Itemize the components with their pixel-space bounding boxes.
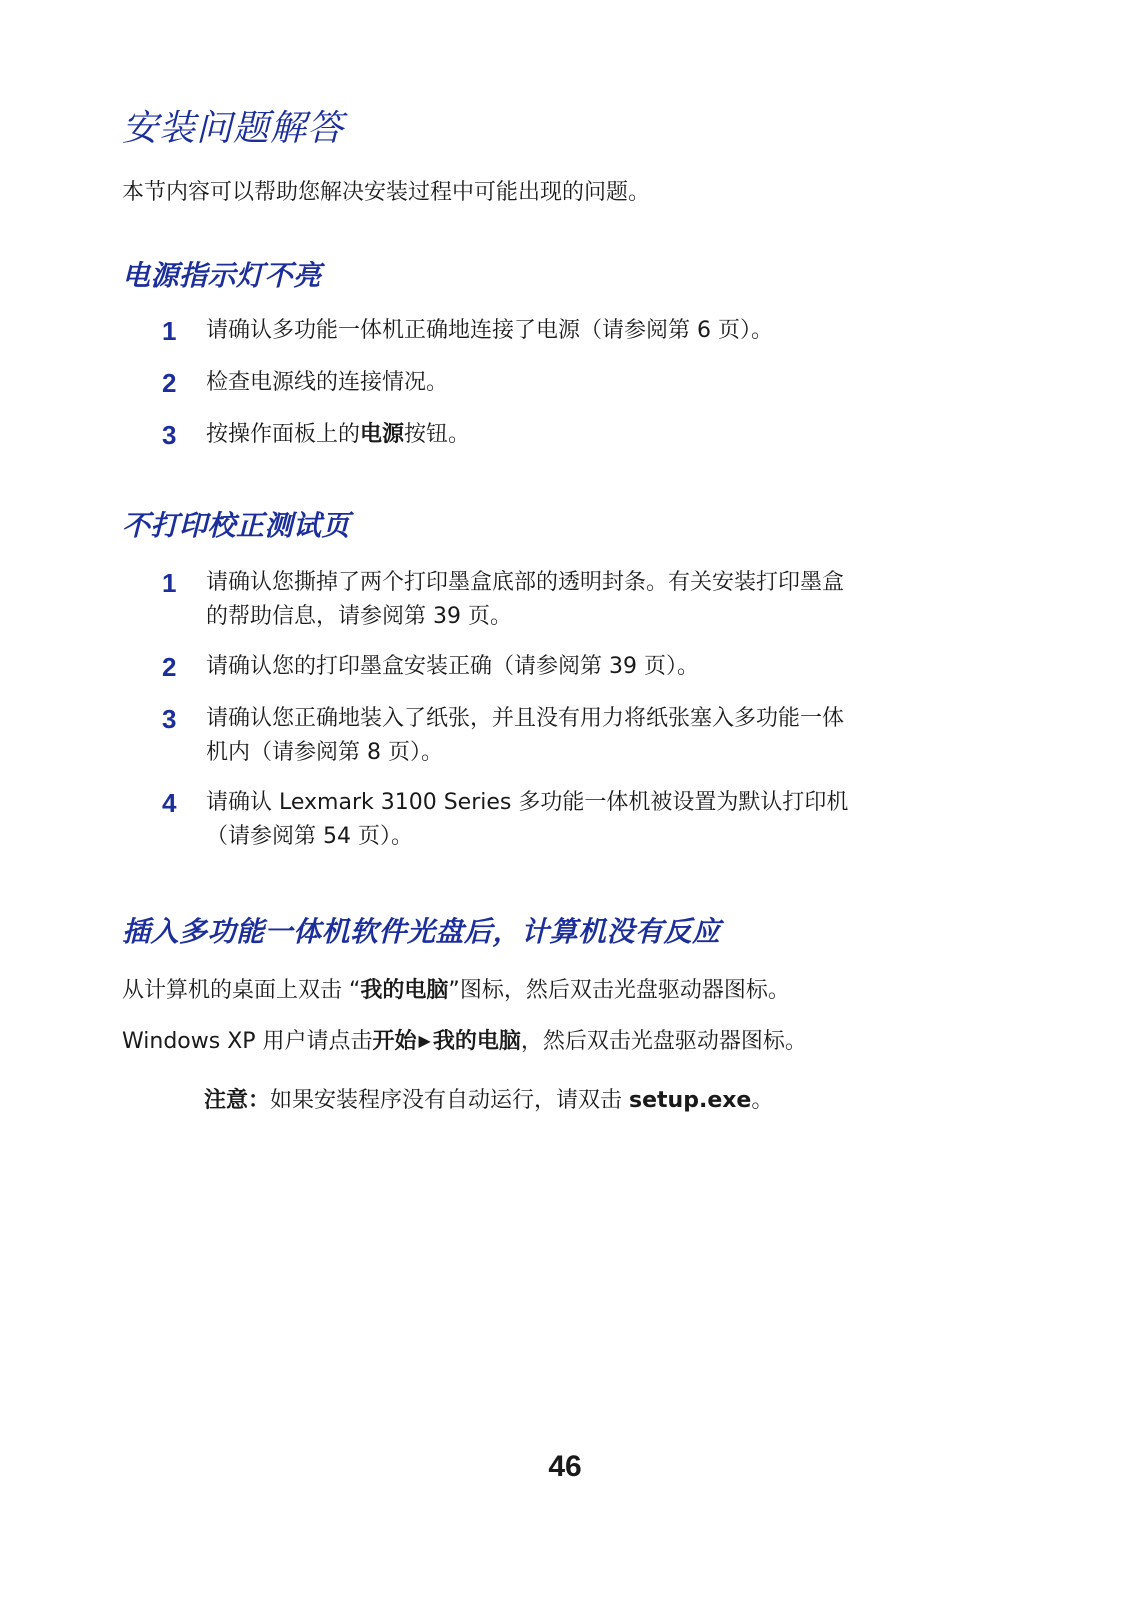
list-item	[122, 566, 982, 650]
right-triangle-icon: ▶	[418, 1031, 431, 1050]
list-item	[122, 366, 982, 418]
note-text	[204, 1084, 773, 1118]
setup-exe-label: setup.exe	[629, 1088, 752, 1113]
note-end: 。	[751, 1088, 774, 1113]
section-heading-cd-no-response: 插入多功能一体机软件光盘后，计算机没有反应	[122, 915, 721, 948]
intro-text: 本节内容可以帮助您解决安装过程中可能出现的问题。	[122, 180, 651, 205]
step-number: 1	[162, 568, 177, 598]
step-line: 请确认 Lexmark 3100 Series 多功能一体机被设置为默认打印机	[206, 790, 849, 815]
step-line: 的帮助信息，请参阅第 39 页。	[206, 604, 512, 629]
windows-xp-instruction-text	[122, 1024, 807, 1059]
list-item	[122, 314, 982, 366]
step-number: 1	[162, 316, 177, 346]
step-text: 检查电源线的连接情况。	[206, 370, 449, 395]
step-text-post: 按钮。	[404, 422, 471, 447]
list-item	[122, 418, 982, 470]
my-computer-label: 我的电脑	[432, 1029, 521, 1054]
power-light-steps	[122, 314, 982, 470]
list-item	[122, 786, 982, 870]
step-number: 2	[162, 652, 177, 682]
page-title: 安装问题解答	[122, 108, 345, 149]
step-number: 3	[162, 420, 177, 450]
note-label: 注意：	[204, 1088, 271, 1113]
step-line: 请确认您撕掉了两个打印墨盒底部的透明封条。有关安装打印墨盒	[206, 570, 845, 595]
list-item	[122, 702, 982, 786]
power-button-label: 电源	[360, 422, 405, 447]
cd-instruction-text	[122, 974, 790, 1008]
alignment-page-steps	[122, 566, 982, 870]
step-text-pre: 按操作面板上的	[206, 422, 361, 447]
para-text: 从计算机的桌面上双击 “	[122, 978, 361, 1003]
step-line: 请确认您的打印墨盒安装正确（请参阅第 39 页）。	[206, 654, 699, 679]
step-line: （请参阅第 54 页）。	[206, 824, 413, 849]
my-computer-label: 我的电脑	[360, 978, 449, 1003]
step-number: 2	[162, 368, 177, 398]
page-number: 46	[548, 1450, 582, 1483]
step-line: 请确认您正确地装入了纸张，并且没有用力将纸张塞入多功能一体	[206, 706, 845, 731]
section-heading-alignment-page: 不打印校正测试页	[122, 509, 351, 542]
start-menu-label: 开始	[372, 1029, 417, 1054]
step-number: 4	[162, 788, 177, 818]
step-number: 3	[162, 704, 177, 734]
step-text: 请确认多功能一体机正确地连接了电源（请参阅第 6 页）。	[206, 318, 773, 343]
step-line: 机内（请参阅第 8 页）。	[206, 740, 443, 765]
para-text: ，然后双击光盘驱动器图标。	[520, 1029, 807, 1054]
para-text: Windows XP 用户请点击	[122, 1029, 373, 1054]
list-item	[122, 650, 982, 702]
note-body: 如果安装程序没有自动运行，请双击	[270, 1088, 630, 1113]
para-text: ”图标，然后双击光盘驱动器图标。	[448, 978, 790, 1003]
section-heading-power-light: 电源指示灯不亮	[122, 259, 322, 292]
